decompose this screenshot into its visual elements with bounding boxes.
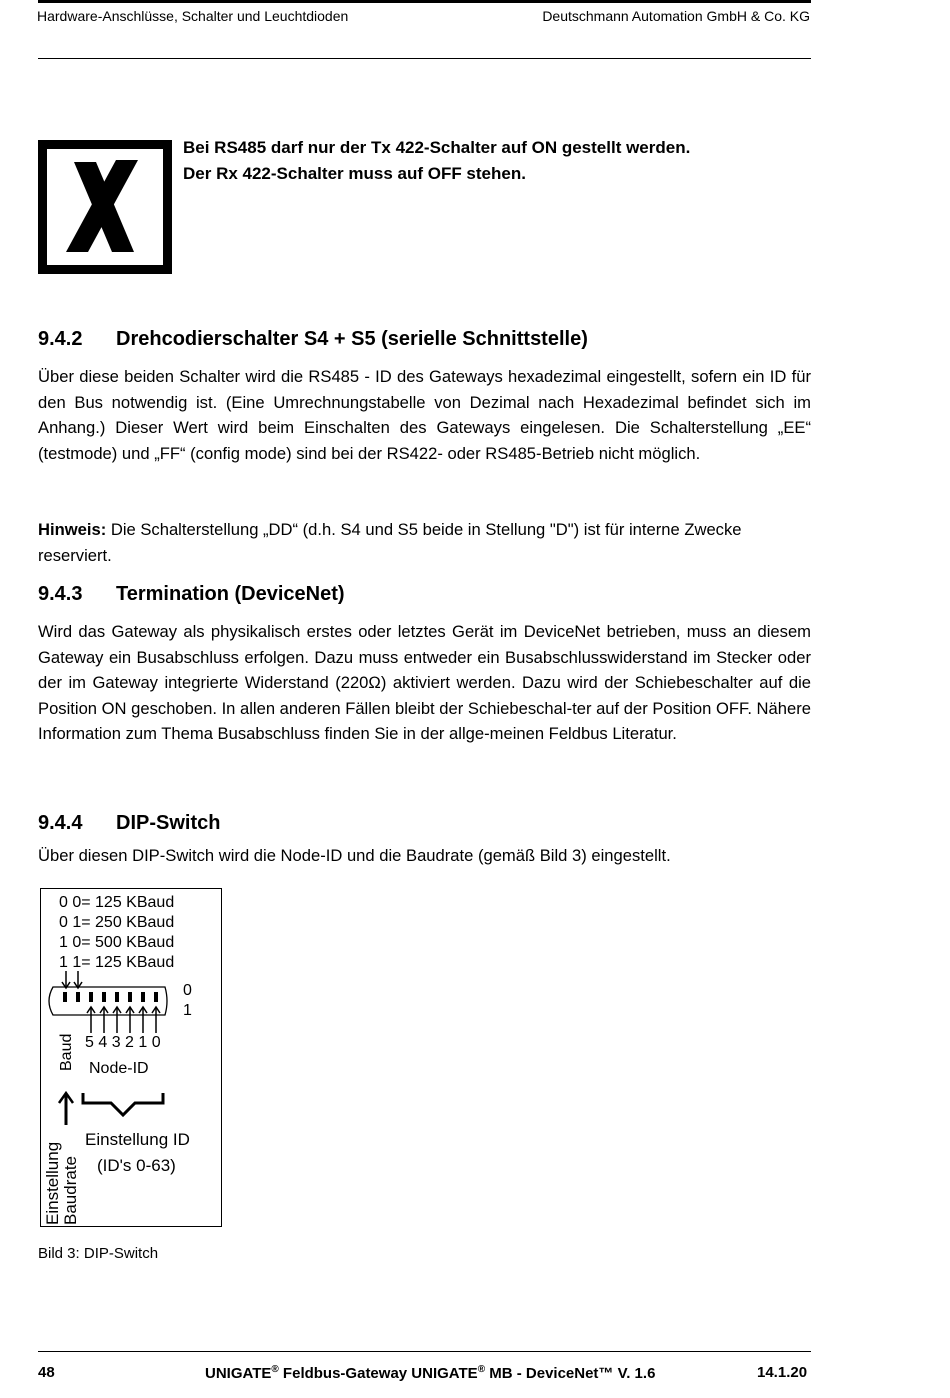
paragraph-9-4-4: Über diesen DIP-Switch wird die Node-ID und die Baudrate (gemäß Bild 3) eingestellt.: [38, 846, 671, 865]
setting-id-line-1: Einstellung ID: [85, 1130, 190, 1149]
setting-baud-line-1: Einstellung: [43, 1141, 62, 1225]
baud-row-1: 0 0= 125 KBaud: [59, 894, 175, 911]
hint-text: Die Schalterstellung „DD“ (d.h. S4 und S5 beide in Stellung "D") ist für interne Zwecke reserviert.: [38, 520, 742, 565]
warning-line-2: Der Rx 422-Schalter muss auf OFF stehen.: [183, 164, 526, 183]
baud-down-arrows: [62, 971, 82, 988]
heading-title: Termination (DeviceNet): [116, 583, 345, 605]
warning-x-icon: [38, 140, 172, 274]
hint-paragraph: [38, 517, 811, 568]
header-rule: [38, 58, 811, 59]
dip-switch-levers: [63, 992, 158, 1002]
heading-title: DIP-Switch: [116, 812, 221, 834]
paragraph-9-4-3: Wird das Gateway als physikalisch erstes oder letztes Gerät im DeviceNet betrieben, muss an diesem Gateway ein Busabschluss erfolgen. Dazu muss entweder ein Busabschlusswiderstand im Stecker oder der im Gateway integrierte Widerstand (220Ω) aktiviert werden. Dazu wird der Schiebeschalter auf die Position ON geschoben. In allen anderen Fällen bleibt der Schiebeschal-ter auf der Position OFF. Nähere Information zum Thema Busabschluss finden Sie in der allge-meinen Feldbus Literatur.: [38, 622, 811, 743]
registered-mark: ®: [271, 1364, 279, 1375]
bit-numbers: 5 4 3 2 1 0: [85, 1034, 161, 1051]
baud-label: Baud: [58, 1033, 75, 1071]
state-1-label: 1: [183, 1002, 192, 1019]
heading-title: Drehcodierschalter S4 + S5 (serielle Schnittstelle): [116, 328, 588, 350]
footer-title-a: UNIGATE: [205, 1365, 272, 1382]
heading-9-4-2: [38, 328, 588, 351]
baud-row-4: 1 1= 125 KBaud: [59, 954, 175, 971]
baud-row-2: 0 1= 250 KBaud: [59, 914, 175, 931]
top-rule: [38, 0, 811, 3]
paragraph-9-4-2: Über diese beiden Schalter wird die RS485 - ID des Gateways hexadezimal eingestellt, sofern ein ID für den Bus notwendig ist. (Eine Umrechnungstabelle von Dezimal nach Hexadezimal befindet sich im Anhang.) Dieser Wert wird beim Einschalten des Gateways eingelesen. Die Schalterstellung „EE“ (testmode) und „FF“ (config mode) sind bei der RS422- oder RS485-Betrieb nicht möglich.: [38, 367, 811, 463]
node-id-label: Node-ID: [89, 1060, 149, 1077]
footer-title-b: Feldbus-Gateway UNIGATE: [278, 1365, 478, 1382]
footer-title: [205, 1364, 655, 1382]
header-company: Deutschmann Automation GmbH & Co. KG: [542, 8, 810, 24]
setting-baud-line-2: Baudrate: [61, 1156, 80, 1225]
setting-id-line-2: (ID's 0-63): [97, 1156, 176, 1175]
footer-title-c: MB - DeviceNet™ V. 1.6: [485, 1365, 656, 1382]
page-number: 48: [38, 1364, 55, 1381]
footer-date: 14.1.20: [757, 1364, 808, 1381]
baud-row-3: 1 0= 500 KBaud: [59, 934, 175, 951]
heading-number: 9.4.3: [38, 583, 83, 605]
node-id-bracket: [83, 1093, 163, 1115]
dip-switch-figure: [40, 888, 222, 1227]
state-0-label: 0: [183, 982, 192, 999]
footer-rule: [38, 1351, 811, 1352]
heading-9-4-3: [38, 583, 345, 606]
registered-mark: ®: [477, 1364, 486, 1375]
warning-text: [183, 135, 690, 187]
heading-number: 9.4.4: [38, 812, 83, 834]
header-chapter: Hardware-Anschlüsse, Schalter und Leuchtdioden: [37, 8, 349, 24]
hint-label: Hinweis:: [38, 520, 107, 539]
figure-caption: Bild 3: DIP-Switch: [38, 1245, 159, 1262]
warning-line-1: Bei RS485 darf nur der Tx 422-Schalter auf ON gestellt werden.: [183, 138, 691, 157]
node-id-up-arrows: [87, 1007, 160, 1033]
baud-setting-arrow: [59, 1093, 73, 1125]
heading-9-4-4: [38, 812, 220, 835]
heading-number: 9.4.2: [38, 328, 83, 350]
